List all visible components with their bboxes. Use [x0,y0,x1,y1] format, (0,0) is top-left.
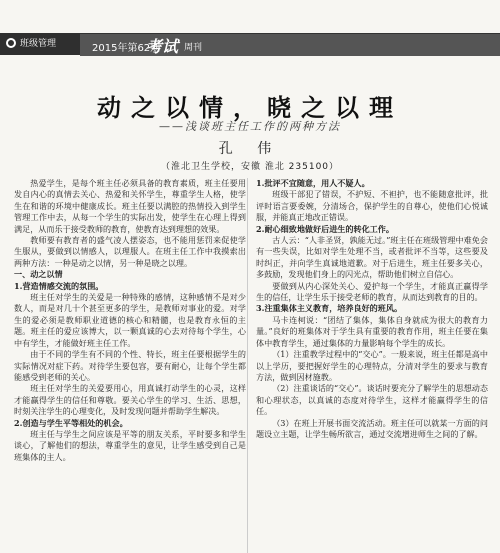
column-divider [247,178,248,553]
journal-brand: 考试 [146,37,179,56]
circle-logo-icon [6,38,16,48]
paragraph: （2）注重谈话的“交心”。谈话时要充分了解学生的思想动态和心理状态，以真诚的态度对待学生，这样才能赢得学生的信任。 [256,383,488,417]
section-label-text: 班级管理 [20,39,57,49]
paragraph: 班级干部犯了错误，不护短、不袒护，也不能随意批评，批评时语言要委婉，分清场合，保护学生的自尊心，使他们心悦诚服，并能真正地改正错误。 [256,189,488,223]
paragraph: 古人云：“人非圣贤，孰能无过。”班主任在班级管理中难免会有一些失误，比如对学生处理不当，或者批评不当等，这些要及时纠正，并向学生真诚地道歉。对于后进生，班主任要多关心，多鼓励，发现他们身上的闪光点，帮助他们树立自信心。 [256,235,488,280]
paragraph: 教师要有教育者的盛气凌人摆姿态，也不能用惩罚来促使学生服从，要做到以情感人，以理服人。在班主任工作中我摸索出两种方法：一种是动之以情，另一种是晓之以理。 [14,235,246,268]
subsection-heading: 1.营造情感交流的氛围。 [14,280,104,291]
subsection-heading: 3.注重集体主义教育，培养良好的班风。 [256,303,403,314]
paragraph: （1）注重教学过程中的“交心”。一般来说，班主任都是高中以上学历，要把握好学生的心理特点，分清对学生的要求与教育方法，做到因材施教。 [256,349,488,382]
year-issue: 2015年第62期 [92,43,161,54]
subsection-heading: 2.创造与学生平等相处的机会。 [14,417,128,428]
right-column [256,178,488,440]
section-label [6,36,56,49]
paragraph: 班主任与学生之间应该是平等的朋友关系，平时要多和学生谈心，了解他们的想法，尊重学生的意见，让学生感受到自己是班集体的主人。 [14,428,246,462]
article-subtitle: ——浅谈班主任工作的两种方法 [159,120,341,133]
paragraph: 由于不同的学生有不同的个性、特长，班主任要根据学生的实际情况对症下药。对待学生要包容，要有耐心，让每个学生都能感受到老师的关心。 [14,349,246,382]
paragraph: 班主任对学生的关爱是一种特殊的感情，这种感情不是对少数人，而是对几十个甚至更多的学生，是教师对事业的爱。对学生的爱必须是教师职业道德的核心和精髓，也是教育永恒的主题。班主任的爱应该博大，以一颗真诚的心去对待每个学生，心中有学生，才能做好班主任工作。 [14,292,246,348]
journal-header [0,0,500,60]
subsection-heading: 2.耐心细致地做好后进生的转化工作。 [256,223,394,234]
subsection-heading: 1.批评不宜随意，用人不疑人。 [256,178,370,188]
left-column [14,178,246,463]
paragraph: 热爱学生，是每个班主任必须具备的教育素质，班主任要用发自内心的真情去关心、热爱和关怀学生，尊重学生人格，使学生在和谐的环境中健康成长。班主任要以满腔的热情投入到学生管理工作中去，从每一个学生的实际出发，使学生在心理上得到满足，从而乐于接受教师的教育，使教育达到理想的效果。 [14,178,246,234]
paragraph: 班主任对学生的关爱要用心，用真诚打动学生的心灵，这样才能赢得学生的信任和尊敬。要关心学生的学习、生活、思想，时刻关注学生的心理变化，及时发现问题并帮助学生解决。 [14,383,246,417]
author-affiliation: （淮北卫生学校，安徽 淮北 235100） [160,162,340,172]
article-author: 孔 伟 [218,141,282,157]
article-title: 动之以情，晓之以理 [97,93,403,122]
paragraph: （3）在班上开展书面交流活动。班主任可以就某一方面的问题设立主题，让学生畅所欲言，通过交流增进师生之间的了解。 [256,417,488,439]
paragraph: 要做到从内心深处关心、爱护每一个学生，才能真正赢得学生的信任，让学生乐于接受老师的教育，从而达到教育的目的。 [256,280,488,303]
paragraph: 马卡连柯说：“团结了集体，集体自身就成为很大的教育力量。”良好的班集体对于学生具有重要的教育作用，班主任要在集体中教育学生，通过集体的力量影响每个学生的成长。 [256,314,488,348]
section-heading: 一、动之以情 [14,269,63,280]
journal-brand-suffix: 周刊 [184,43,203,53]
